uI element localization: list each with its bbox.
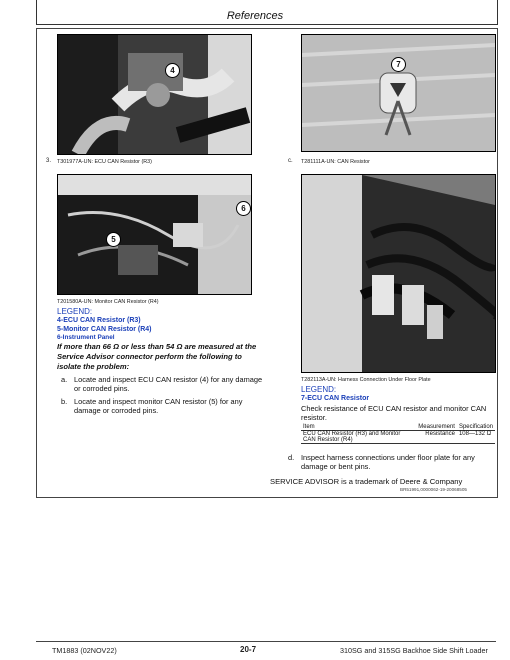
step-c-marker: c.	[288, 158, 293, 164]
step-marker: a.	[61, 375, 68, 384]
monitor-photo-illustration	[58, 175, 251, 294]
photo-ecu-can-resistor	[57, 34, 252, 155]
isolation-note: If more than 66 Ω or less than 54 Ω are measured at the Service Advisor connector perform the following to isolate the problem:	[57, 342, 257, 371]
photo-harness-connection	[301, 174, 496, 373]
callout-4: 4	[165, 63, 180, 78]
step-text: Inspect harness connections under floor plate for any damage or bent pins.	[301, 453, 475, 472]
table-header: Measurement	[418, 424, 455, 430]
engine-photo-illustration	[58, 35, 251, 154]
step-text: Locate and inspect ECU CAN resistor (4) for any damage or corroded pins.	[74, 375, 263, 394]
table-cell: Resistance	[425, 431, 455, 437]
figure-caption: T281111A-UN: CAN Resistor	[301, 159, 370, 165]
spec-table	[301, 424, 495, 444]
figure-caption: T201580A-UN: Monitor CAN Resistor (R4)	[57, 299, 159, 305]
table-cell: 108—132 Ω	[458, 431, 492, 437]
footer-doc-id: TM1883 (02NOV22)	[52, 646, 117, 655]
step-text: Locate and inspect monitor CAN resistor (5) for any damage or corroded pins.	[74, 397, 243, 416]
table-cell: ECU CAN Resistor (R3) and Monitor CAN Resistor (R4)	[303, 431, 401, 443]
legend-item: 7-ECU CAN Resistor	[301, 395, 370, 402]
photo-monitor-can-resistor	[57, 174, 252, 295]
step-marker: b.	[61, 397, 68, 406]
connector-photo-illustration	[302, 35, 495, 151]
legend-item: 5-Monitor CAN Resistor (R4)	[57, 326, 152, 333]
harness-photo-illustration	[302, 175, 495, 372]
legend-item: 6-Instrument Panel	[57, 334, 115, 341]
reference-code: BR51991,0000062-19-20068505	[400, 487, 467, 492]
check-instruction: Check resistance of ECU CAN resistor and monitor CAN resistor.	[301, 404, 487, 422]
page-header-title: References	[226, 10, 284, 22]
callout-7: 7	[391, 57, 406, 72]
figure-caption: T301977A-UN: ECU CAN Resistor (R3)	[57, 159, 152, 165]
table-header: Specification	[458, 424, 493, 430]
step-marker: d.	[288, 453, 295, 462]
table-header: Item	[303, 424, 315, 430]
photo-can-resistor	[301, 34, 496, 152]
footer-rule	[36, 641, 496, 642]
legend-heading: LEGEND:	[301, 385, 337, 394]
callout-6: 6	[236, 201, 251, 216]
figure-caption: T282113A-UN: Harness Connection Under Floor Plate	[301, 377, 431, 383]
step-3-marker: 3.	[46, 158, 52, 164]
legend-heading: LEGEND:	[57, 307, 93, 316]
footer-title: 310SG and 315SG Backhoe Side Shift Loader	[340, 646, 488, 655]
footer-page-number: 20-7	[240, 645, 257, 654]
legend-item: 4-ECU CAN Resistor (R3)	[57, 317, 141, 324]
trademark-notice: SERVICE ADVISOR is a trademark of Deere & Company	[270, 477, 463, 486]
callout-5: 5	[106, 232, 121, 247]
